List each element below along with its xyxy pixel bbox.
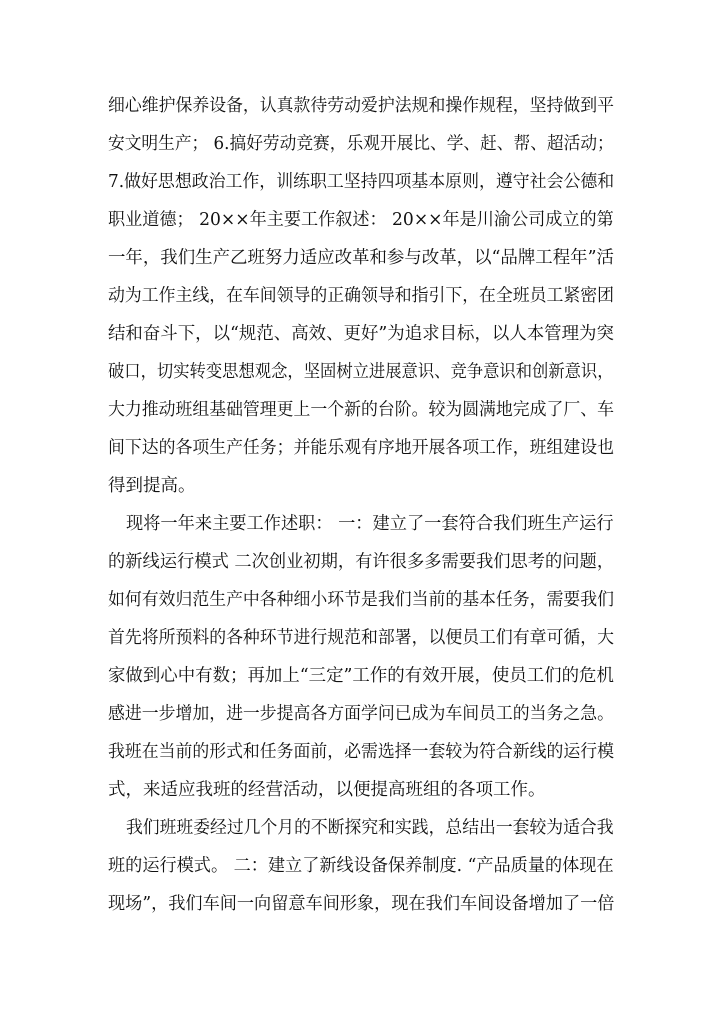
text-line-17: 感进一步增加，进一步提高各方面学问已成为车间员工的当务之急。 xyxy=(108,704,614,724)
text-line-11: 得到提高。 xyxy=(108,476,196,496)
text-line-10: 间下达的各项生产任务；并能乐观有序地开展各项工作，班组建设也 xyxy=(108,438,614,458)
text-line-6: 动为工作主线，在车间领导的正确领导和指引下，在全班员工紧密团 xyxy=(108,286,614,306)
text-line-2: 安文明生产； 6.搞好劳动竞赛，乐观开展比、学、赶、帮、超活动； xyxy=(108,134,614,154)
text-line-18: 我班在当前的形式和任务面前，必需选择一套较为符合新线的运行模 xyxy=(108,742,614,762)
text-line-22: 现场”，我们车间一向留意车间形象，现在我们车间设备增加了一倍 xyxy=(108,894,615,914)
text-line-3: 7.做好思想政治工作，训练职工坚持四项基本原则，遵守社会公德和 xyxy=(108,172,615,192)
text-line-16: 家做到心中有数；再加上“三定”工作的有效开展，使员工们的危机 xyxy=(108,666,614,686)
text-line-8: 破口，切实转变思想观念，坚固树立进展意识、竞争意识和创新意识， xyxy=(108,362,614,382)
text-line-12: 现将一年来主要工作述职： 一：建立了一套符合我们班生产运行 xyxy=(126,514,614,534)
text-line-14: 如何有效归范生产中各种细小环节是我们当前的基本任务，需要我们 xyxy=(108,590,614,610)
text-line-5: 一年，我们生产乙班努力适应改革和参与改革，以“品牌工程年”活 xyxy=(108,248,614,268)
text-line-13: 的新线运行模式 二次创业初期，有许很多多需要我们思考的问题， xyxy=(108,552,615,572)
text-line-20: 我们班班委经过几个月的不断探究和实践，总结出一套较为适合我 xyxy=(126,818,614,838)
text-line-21: 班的运行模式。 二：建立了新线设备保养制度. “产品质量的体现在 xyxy=(108,856,614,876)
text-line-9: 大力推动班组基础管理更上一个新的台阶。较为圆满地完成了厂、车 xyxy=(108,400,614,420)
text-line-19: 式，来适应我班的经营活动，以便提高班组的各项工作。 xyxy=(108,780,546,800)
text-line-4: 职业道德； 20××年主要工作叙述： 20××年是川渝公司成立的第 xyxy=(108,210,614,230)
text-line-15: 首先将所预料的各种环节进行规范和部署，以便员工们有章可循，大 xyxy=(108,628,614,648)
text-line-1: 细心维护保养设备，认真款待劳动爱护法规和操作规程，坚持做到平 xyxy=(108,96,614,116)
text-line-7: 结和奋斗下，以“规范、高效、更好”为追求目标，以人本管理为突 xyxy=(108,324,614,344)
